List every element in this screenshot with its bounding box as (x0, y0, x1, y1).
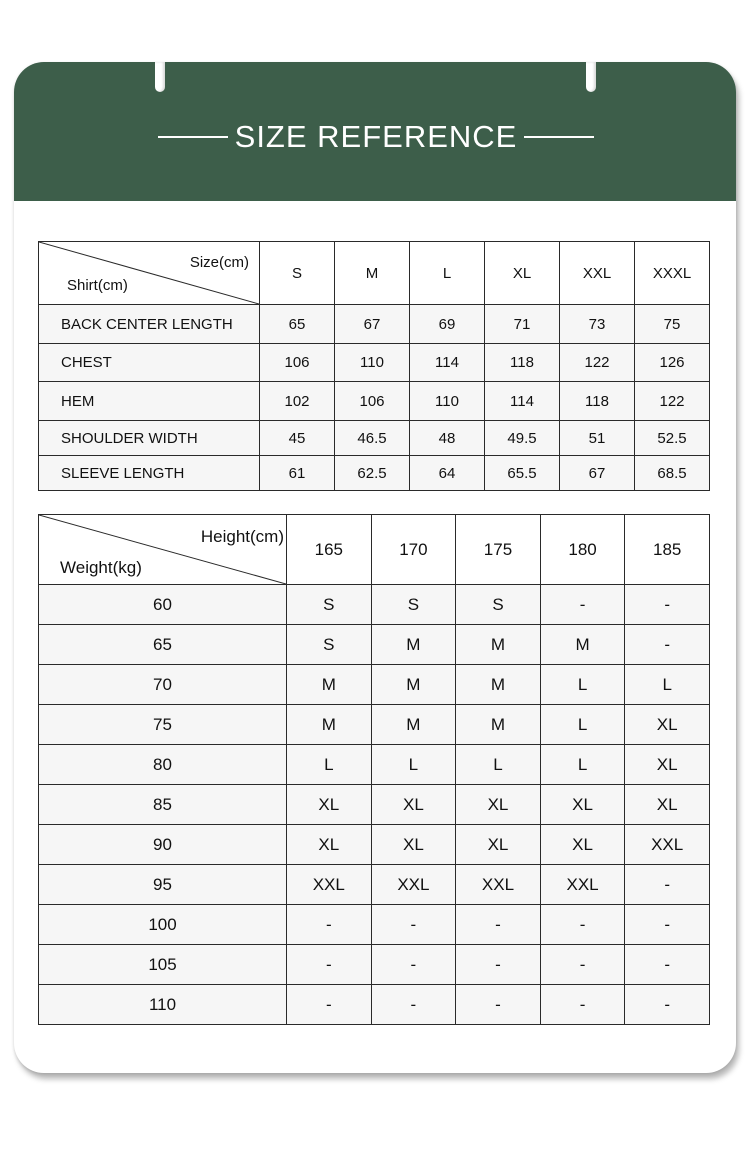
measurement-value: 75 (635, 305, 710, 344)
recommended-size: M (287, 705, 372, 745)
weight-label: 60 (39, 585, 287, 625)
table-row (39, 865, 710, 905)
measurement-value: 65.5 (485, 456, 560, 491)
table-row (39, 456, 710, 491)
recommended-size: XL (371, 825, 456, 865)
table-row (39, 785, 710, 825)
recommended-size: L (371, 745, 456, 785)
recommended-size: - (625, 865, 710, 905)
shirt-axis-label: Shirt(cm) (67, 277, 128, 294)
table-row (39, 382, 710, 421)
recommended-size: XXL (371, 865, 456, 905)
recommended-size: XL (540, 825, 625, 865)
weight-label: 90 (39, 825, 287, 865)
recommended-size: - (540, 945, 625, 985)
measurement-value: 65 (260, 305, 335, 344)
size-axis-label: Size(cm) (189, 254, 249, 271)
measurement-value: 51 (560, 421, 635, 456)
measurement-value: 67 (560, 456, 635, 491)
hanger-hook-right (586, 62, 596, 92)
recommended-size: L (456, 745, 541, 785)
recommended-size: XL (287, 825, 372, 865)
measurement-value: 64 (410, 456, 485, 491)
title-divider-right (524, 136, 594, 138)
measurement-label: SHOULDER WIDTH (39, 421, 260, 456)
table-row (39, 665, 710, 705)
recommended-size: - (287, 945, 372, 985)
recommended-size: XL (456, 825, 541, 865)
recommended-size: XXL (540, 865, 625, 905)
measurement-value: 69 (410, 305, 485, 344)
measurement-value: 73 (560, 305, 635, 344)
weight-label: 70 (39, 665, 287, 705)
measurement-value: 118 (485, 344, 560, 382)
fit-table-header (39, 515, 710, 585)
fit-table-corner (39, 515, 287, 585)
weight-label: 65 (39, 625, 287, 665)
size-header-m: M (335, 242, 410, 305)
size-header-xxxl: XXXL (635, 242, 710, 305)
recommended-size: M (540, 625, 625, 665)
measurement-label: SLEEVE LENGTH (39, 456, 260, 491)
recommended-size: M (371, 625, 456, 665)
measurement-label: CHEST (39, 344, 260, 382)
shirt-table-corner (39, 242, 260, 305)
weight-label: 100 (39, 905, 287, 945)
recommended-size: - (456, 945, 541, 985)
measurement-value: 67 (335, 305, 410, 344)
page-title: SIZE REFERENCE (234, 119, 518, 154)
title-divider-left (158, 136, 228, 138)
recommended-size: - (287, 985, 372, 1025)
recommended-size: XL (371, 785, 456, 825)
shirt-table-header (39, 242, 710, 305)
measurement-value: 122 (635, 382, 710, 421)
height-axis-label: Height(cm) (200, 527, 284, 546)
table-row (39, 421, 710, 456)
recommended-size: - (287, 905, 372, 945)
measurement-value: 114 (485, 382, 560, 421)
recommended-size: XL (625, 785, 710, 825)
table-row (39, 825, 710, 865)
recommended-size: XL (540, 785, 625, 825)
recommended-size: L (625, 665, 710, 705)
measurement-value: 68.5 (635, 456, 710, 491)
measurement-label: BACK CENTER LENGTH (39, 305, 260, 344)
recommended-size: S (371, 585, 456, 625)
recommended-size: M (456, 625, 541, 665)
recommended-size: S (287, 625, 372, 665)
measurement-value: 126 (635, 344, 710, 382)
measurement-value: 102 (260, 382, 335, 421)
size-header-xxl: XXL (560, 242, 635, 305)
height-header-170: 170 (371, 515, 456, 585)
measurement-value: 52.5 (635, 421, 710, 456)
height-header-180: 180 (540, 515, 625, 585)
size-header-xl: XL (485, 242, 560, 305)
recommended-size: M (456, 705, 541, 745)
recommended-size: - (625, 585, 710, 625)
height-header-165: 165 (287, 515, 372, 585)
measurement-value: 45 (260, 421, 335, 456)
recommended-size: XXL (456, 865, 541, 905)
weight-label: 85 (39, 785, 287, 825)
measurement-value: 62.5 (335, 456, 410, 491)
table-row (39, 745, 710, 785)
hanger-hook-left (155, 62, 165, 92)
measurement-value: 118 (560, 382, 635, 421)
measurement-value: 122 (560, 344, 635, 382)
recommended-size: XL (625, 745, 710, 785)
shirt-measurement-table (38, 241, 710, 491)
measurement-value: 46.5 (335, 421, 410, 456)
recommended-size: - (625, 625, 710, 665)
measurement-value: 61 (260, 456, 335, 491)
table-row (39, 585, 710, 625)
recommended-size: - (625, 905, 710, 945)
measurement-value: 106 (260, 344, 335, 382)
table-row (39, 945, 710, 985)
height-header-175: 175 (456, 515, 541, 585)
measurement-value: 114 (410, 344, 485, 382)
size-header-s: S (260, 242, 335, 305)
measurement-value: 110 (410, 382, 485, 421)
measurement-value: 106 (335, 382, 410, 421)
recommended-size: S (287, 585, 372, 625)
recommended-size: - (371, 905, 456, 945)
table-row (39, 705, 710, 745)
recommended-size: - (456, 905, 541, 945)
recommended-size: L (287, 745, 372, 785)
recommended-size: - (540, 985, 625, 1025)
weight-label: 110 (39, 985, 287, 1025)
weight-label: 95 (39, 865, 287, 905)
size-fit-table (38, 514, 710, 1025)
recommended-size: - (625, 985, 710, 1025)
measurement-value: 49.5 (485, 421, 560, 456)
recommended-size: S (456, 585, 541, 625)
size-header-l: L (410, 242, 485, 305)
recommended-size: M (287, 665, 372, 705)
table-row (39, 905, 710, 945)
recommended-size: L (540, 745, 625, 785)
recommended-size: XXL (287, 865, 372, 905)
measurement-value: 48 (410, 421, 485, 456)
recommended-size: - (371, 945, 456, 985)
recommended-size: - (371, 985, 456, 1025)
table-row (39, 344, 710, 382)
recommended-size: - (456, 985, 541, 1025)
table-row (39, 625, 710, 665)
header-banner (14, 62, 736, 201)
recommended-size: XXL (625, 825, 710, 865)
weight-label: 105 (39, 945, 287, 985)
height-header-185: 185 (625, 515, 710, 585)
recommended-size: - (625, 945, 710, 985)
table-row (39, 305, 710, 344)
weight-axis-label: Weight(kg) (60, 558, 142, 577)
title-row (14, 119, 736, 155)
weight-label: 75 (39, 705, 287, 745)
weight-label: 80 (39, 745, 287, 785)
recommended-size: M (371, 665, 456, 705)
recommended-size: M (456, 665, 541, 705)
measurement-label: HEM (39, 382, 260, 421)
recommended-size: - (540, 905, 625, 945)
recommended-size: M (371, 705, 456, 745)
recommended-size: L (540, 665, 625, 705)
recommended-size: XL (287, 785, 372, 825)
measurement-value: 71 (485, 305, 560, 344)
recommended-size: XL (625, 705, 710, 745)
recommended-size: L (540, 705, 625, 745)
table-row (39, 985, 710, 1025)
measurement-value: 110 (335, 344, 410, 382)
recommended-size: XL (456, 785, 541, 825)
recommended-size: - (540, 585, 625, 625)
